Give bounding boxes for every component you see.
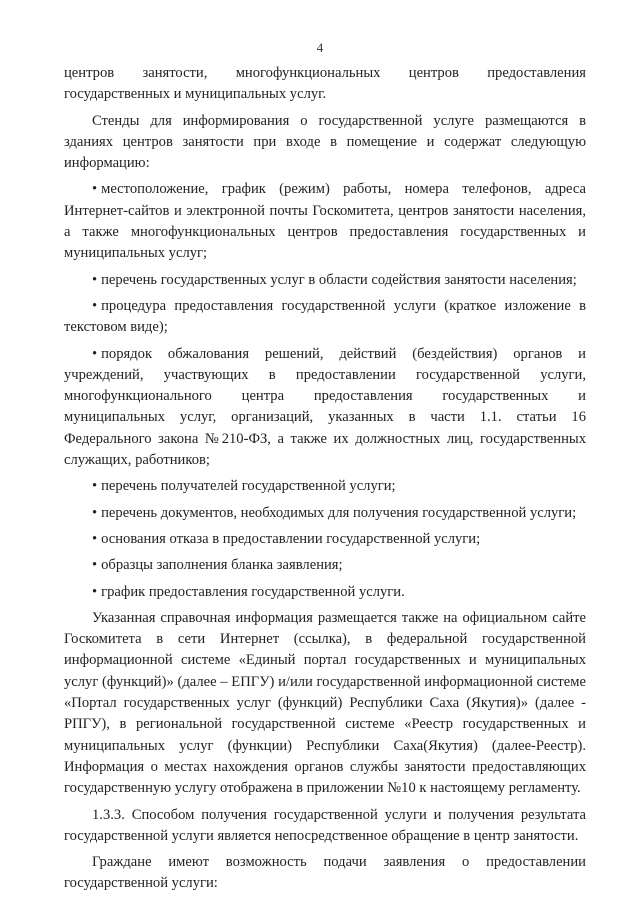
bullet-mark: • — [92, 345, 98, 362]
paragraph-section-1-3-3: 1.3.3. Способом получения государственной услуги и получения результата государственной услуги является непосредственное обращение в центр занятости. — [64, 806, 586, 844]
document-body — [64, 63, 586, 895]
bullet-item-form-samples — [64, 555, 586, 576]
bullet-mark: • — [92, 530, 98, 547]
bullet-text: перечень документов, необходимых для получения государственной услуги; — [101, 504, 577, 521]
bullet-text: образцы заполнения бланка заявления; — [101, 557, 343, 574]
bullet-text: перечень получателей государственной услуги; — [101, 478, 396, 495]
paragraph-continuation: центров занятости, многофункциональных центров предоставления государственных и муниципальных услуг. — [64, 65, 586, 103]
page-number: 4 — [316, 40, 324, 55]
bullet-item-recipients — [64, 476, 586, 497]
bullet-text: график предоставления государственной услуги. — [101, 583, 405, 600]
bullet-text: порядок обжалования решений, действий (бездействия) органов и учреждений, участвующих в предоставлении государственной услуги, многофункционального центра предоставления государственных и муниципальных услуг, организаций, указанных в части 1.1. статьи 16 Федерального закона №210-ФЗ, а также их должностных лиц, государственных служащих, работников; — [64, 345, 586, 469]
bullet-item-services-list — [64, 270, 586, 291]
paragraph-stands-intro: Стенды для информирования о государственной услуге размещаются в зданиях центров занятости при входе в помещение и содержат следующую информацию: — [64, 112, 586, 172]
bullet-mark: • — [92, 557, 98, 574]
bullet-text: перечень государственных услуг в области содействия занятости населения; — [101, 271, 577, 288]
bullet-item-refusal-grounds — [64, 529, 586, 550]
bullet-text: процедура предоставления государственной услуги (краткое изложение в текстовом виде); — [64, 297, 586, 336]
bullet-mark: • — [92, 297, 98, 314]
paragraph-citizens-application: Граждане имеют возможность подачи заявления о предоставлении государственной услуги: — [64, 854, 586, 892]
bullet-item-location — [64, 179, 586, 264]
bullet-item-procedure — [64, 296, 586, 339]
bullet-item-schedule — [64, 582, 586, 603]
bullet-mark: • — [92, 181, 98, 198]
bullet-mark: • — [92, 271, 98, 288]
bullet-text: местоположение, график (режим) работы, номера телефонов, адреса Интернет-сайтов и электронной почты Госкомитета, центров занятости населения, а также многофункциональных центров предоставления государственных и муниципальных услуг; — [64, 181, 586, 262]
bullet-mark: • — [92, 478, 98, 495]
paragraph-online-info: Указанная справочная информация размещается также на официальном сайте Госкомитета в сети Интернет (ссылка), в федеральной государственной информационной системе «Единый портал государственных и муниципальных услуг (функций)» (далее – ЕПГУ) и/или государственной информационной системе «Портал государственных услуг (функций) Республики Саха (Якутия)» (далее - РПГУ), в региональной государственной системе «Реестр государственных и муниципальных услуг (функции) Республики Саха(Якутия) (далее-Реестр). Информация о местах нахождения органов службы занятости предоставляющих государственную услугу отображена в приложении №10 к настоящему регламенту. — [64, 609, 586, 797]
bullet-mark: • — [92, 583, 98, 600]
bullet-item-appeal-order — [64, 344, 586, 472]
bullet-item-documents — [64, 503, 586, 524]
bullet-text: основания отказа в предоставлении государственной услуги; — [101, 530, 481, 547]
bullet-mark: • — [92, 504, 98, 521]
